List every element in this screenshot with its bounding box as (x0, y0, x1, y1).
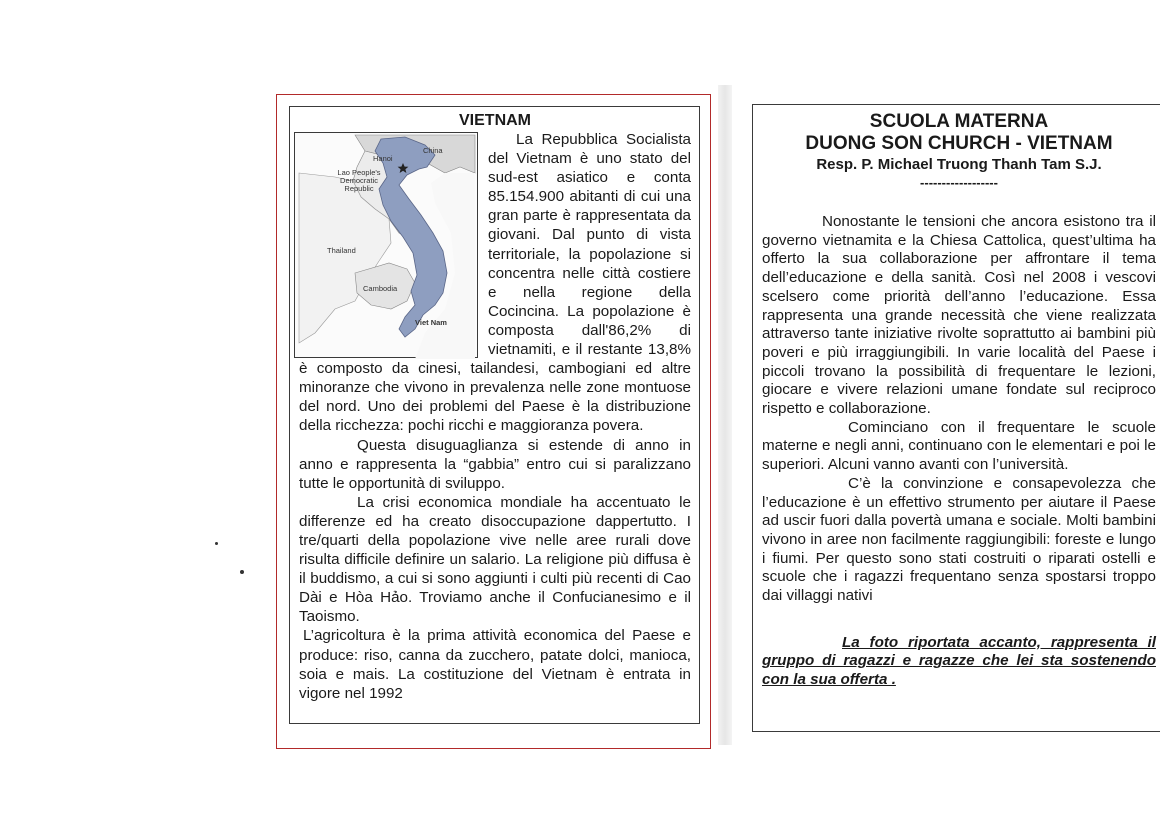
map-label-laos-line2: Democratic (340, 176, 378, 185)
scan-speck (215, 542, 218, 545)
scan-speck (240, 570, 244, 574)
vietnam-map (294, 132, 478, 358)
page-fold (718, 85, 732, 745)
right-panel (752, 104, 1160, 732)
vietnam-paragraph-4: L’agricoltura è la prima attività economica del Paese e produce: riso, canna da zucchero, patate dolci, manioca, soia e mais. La costituzione del Vietnam è entrata in vigore nel 1992 (299, 627, 691, 702)
vietnam-paragraph-3: La crisi economica mondiale ha accentuato le differenze ed ha creato disoccupazione dappertutto. I tre/quarti della popolazione vive nelle aree rurali dove risulta difficile definire un salario. La religione più diffusa è il buddismo, a cui si sono aggiunti i culti più recenti di Cao Dài e Hòa Hảo. Troviamo anche il Confucianesimo e il Taoismo. (299, 493, 691, 626)
map-label-laos-line1: Lao People's (337, 168, 381, 177)
school-paragraph-1: Nonostante le tensioni che ancora esistono tra il governo vietnamita e la Chiesa Cattolica, quest’ultima ha offerto la sua collaborazione per affrontare il tema dell’educazione e della sanità. Così nel 2008 i vescovi scelsero come priorità dell’anno l’educazione. Essa rappresenta una grande necessità che viene realizzata attraverso tante iniziative rivolte soprattutto ai bambini più poveri e più irraggiungibili. In varie località del Paese i piccoli trovano la possibilità di frequentare le lezioni, giocare e vivere relazioni umane fondate sul reciproco rispetto e collaborazione. (762, 213, 1156, 418)
church-title: DUONG SON CHURCH - VIETNAM (805, 133, 1113, 154)
map-label-vietnam: Viet Nam (415, 318, 447, 327)
map-label-thailand: Thailand (327, 246, 356, 255)
vietnam-paragraph-1: La Repubblica Socialista del Vietnam è uno stato del sud-est asiatico e conta 85.154.900 abitanti di cui una gran parte è rappresentata da giovani. Dal punto di vista territoriale, la popolazione si concentra nelle città costiere e nella regione della Cocincina. La popolazione è composta dall'86,2% di vietnamiti, e il restante 13,8% è composto da cinesi, tailandesi, cambogiani ed altre minoranze che vivono in prevalenza nelle zone montuose del nord. Uno dei problemi del Paese è la distribuzione della ricchezza: pochi ricchi e maggioranza povera. (299, 131, 691, 435)
separator-dashes: ------------------ (920, 175, 998, 190)
school-paragraph-2: Cominciano con il frequentare le scuole materne e negli anni, continuano con le elementari e poi le superiori. Alcuni vanno avanti con l’università. (762, 418, 1156, 474)
map-label-hanoi: Hanoi (373, 154, 393, 163)
school-title: SCUOLA MATERNA (869, 111, 1049, 132)
map-label-laos-line3: Republic (344, 184, 374, 193)
vietnam-paragraph-2: Questa disuguaglianza si estende di anno in anno e rappresenta la “gabbia” entro cui si paralizzano tutte le opportunità di sviluppo. (299, 436, 691, 492)
map-graphic (295, 133, 479, 359)
photo-note: La foto riportata accanto, rappresenta il gruppo di ragazzi e ragazze che lei sta sostenendo con la sua offerta . (762, 633, 1156, 689)
map-label-cambodia: Cambodia (363, 284, 398, 293)
left-panel (289, 106, 700, 724)
map-label-laos (329, 169, 389, 193)
map-label-china: China (423, 146, 443, 155)
vietnam-title: VIETNAM (459, 112, 531, 129)
responsible-subtitle: Resp. P. Michael Truong Thanh Tam S.J. (816, 156, 1102, 173)
school-paragraph-3: C’è la convinzione e consapevolezza che l’educazione è un effettivo strumento per aiutare il Paese ad uscir fuori dalla povertà umana e sociale. Molti bambini vivono in aree non facilmente raggiungibili: foreste e lungo i fiumi. Per questo sono stati costruiti o riparati ostelli e scuole che i ragazzi frequentano senza spostarsi troppo dai villaggi nativi (762, 474, 1156, 605)
